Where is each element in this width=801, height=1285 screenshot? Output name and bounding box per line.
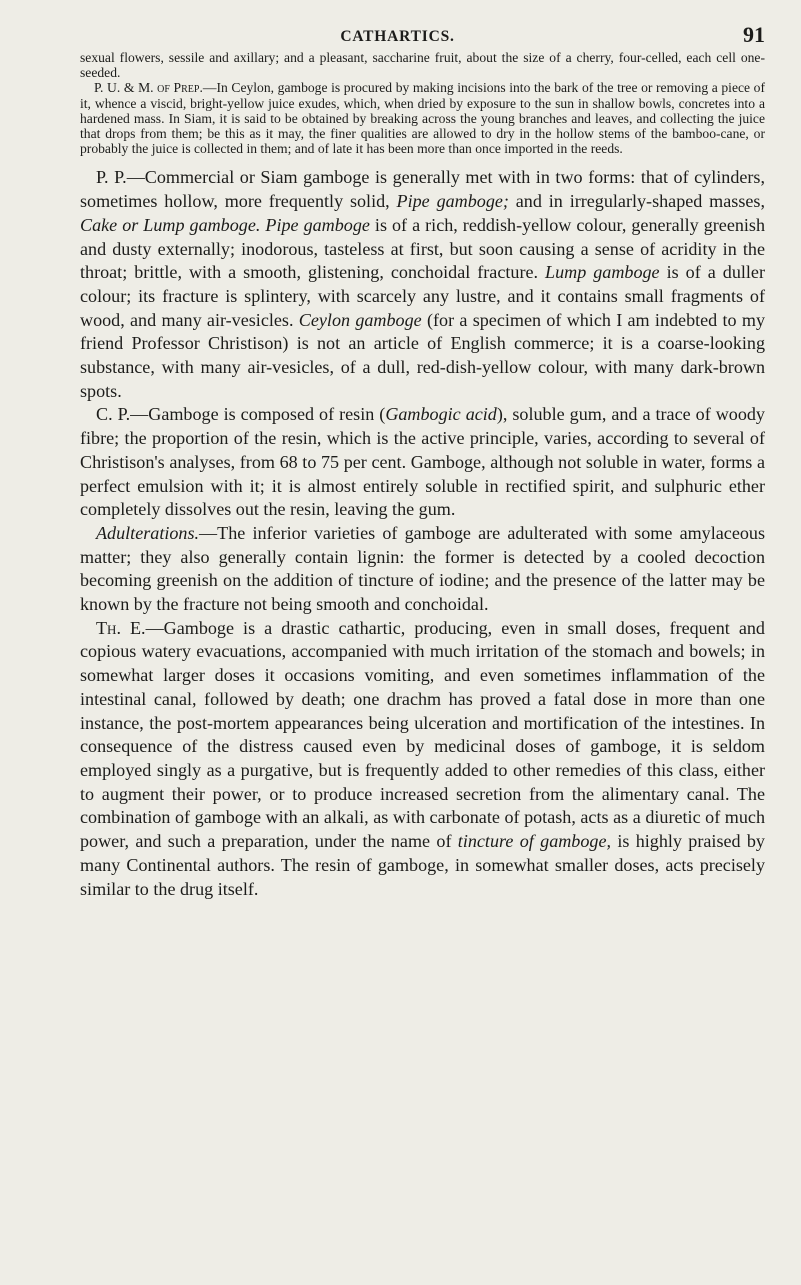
adulterations-paragraph [80, 522, 765, 617]
paragraph-text: —In Ceylon, gamboge is procured by making incisions into the bark of the tree or removing a piece of it, whence a viscid, bright-yellow juice exudes, which, when dried by exposure to the sun in shallow bowls, concretes into a hardened mass. In Siam, it is said to be obtained by breaking across the young branches and leaves, and collecting the juice that drops from them; be this as it may, the finer qualities are allowed to dry in the hollow stems of the bamboo-cane, or probably the juice is collected in them; and of late it has been more than once imported in the reeds. [80, 80, 765, 157]
small-print-section [80, 50, 765, 156]
botanical-description-paragraph [80, 50, 765, 80]
physical-properties-paragraph [80, 166, 765, 403]
preparation-paragraph [80, 80, 765, 156]
paragraph-text: sexual flowers, sessile and axillary; and a pleasant, saccharine fruit, about the size of a cherry, four-celled, each cell one-seeded. [80, 50, 765, 81]
italic-term: tincture of gamboge, [457, 831, 611, 852]
italic-term: Gambogic acid [385, 404, 497, 425]
therapeutic-effects-paragraph [80, 617, 765, 901]
paragraph-lead: Th. E. [96, 617, 146, 638]
paragraph-lead: P. U. & M. of Prep. [94, 80, 203, 96]
paragraph-lead: Adulterations. [96, 522, 200, 543]
text-run: —Gamboge is composed of resin ( [130, 404, 386, 425]
text-run: is highly praised by many Continental authors. The resin of gamboge, in somewhat smaller doses, acts precisely similar to the drug itself. [80, 831, 765, 899]
text-run: ), soluble gum, and a trace of woody fibre; the proportion of the resin, which is the active principle, varies, according to several of Christison's analyses, from 68 to 75 per cent. Gamboge, although not soluble in water, forms a perfect emulsion with it; it is almost entirely soluble in rectified spirit, and sulphuric ether completely dissolves out the resin, leaving the gum. [80, 404, 765, 520]
italic-term: Pipe gamboge [265, 214, 370, 235]
main-text-section [80, 166, 765, 901]
text-run: (for a specimen of which I am indebted to my friend Professor Christison) is not an article of English commerce; it is a coarse-looking substance, with many air-vesicles, of a dull, red-dish-yellow colour, with many dark-brown spots. [80, 309, 766, 401]
paragraph-lead: C. P. [96, 404, 131, 425]
italic-term: Lump gamboge [545, 262, 660, 283]
text-run: —Commercial or Siam gamboge is generally met with in two forms: that of cylinders, sometimes hollow, more frequently solid, [80, 167, 766, 212]
text-run: —The inferior varieties of gamboge are adulterated with some amylaceous matter; they also generally contain lignin: the former is detected by a cooled decoction becoming greenish on the addition of tincture of iodine; and the presence of the latter may be known by the fracture not being smooth and conchoidal. [80, 522, 765, 615]
italic-term: Pipe gamboge; [396, 191, 509, 212]
running-head: CATHARTICS. [340, 28, 455, 45]
italic-term: Cake or Lump gamboge. [80, 214, 261, 235]
text-run: and in irregularly-shaped masses, [508, 191, 765, 212]
italic-term: Ceylon gamboge [298, 309, 422, 330]
page-header [80, 16, 765, 46]
paragraph-lead: P. P. [96, 167, 127, 188]
chemical-properties-paragraph [80, 403, 765, 522]
page-number: 91 [743, 22, 765, 47]
text-run: —Gamboge is a drastic cathartic, producing, even in small doses, frequent and copious watery evacuations, accompanied with much irritation of the stomach and bowels; in somewhat larger doses it occasions vomiting, and even sometimes inflammation of the intestinal canal, followed by death; one drachm has proved a fatal dose in more than one instance, the post-mortem appearances being ulceration and mortification of the intestines. In consequence of the distress caused even by medicinal doses of gamboge, it is seldom employed singly as a purgative, but is frequently added to other remedies of this class, either to augment their power, or to produce increased secretion from the alimentary canal. The combination of gamboge with an alkali, as with carbonate of potash, acts as a diuretic of much power, and such a preparation, under the name of [80, 617, 765, 852]
text-run: is of a rich, reddish-yellow colour, generally greenish and dusty externally; inodorous, tasteless at first, but soon causing a sense of acridity in the throat; brittle, with a smooth, glistening, conchoidal fracture. [80, 214, 766, 283]
text-run: is of a duller colour; its fracture is splintery, with scarcely any lustre, and it contains small fragments of wood, and many air-vesicles. [80, 262, 765, 330]
